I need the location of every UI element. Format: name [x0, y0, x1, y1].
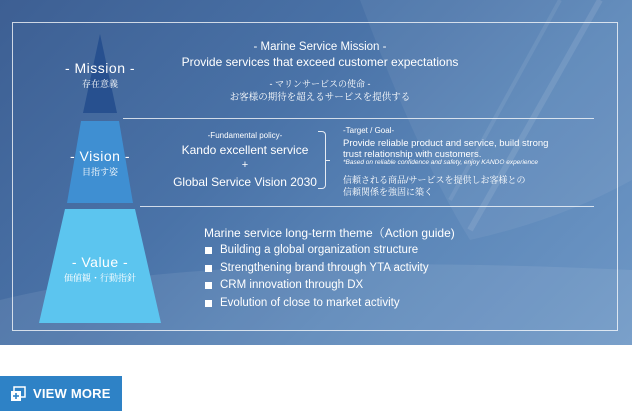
vision-label-jp: 目指す姿 [81, 167, 118, 177]
mission-statement: Provide services that exceed customer expectations [181, 55, 459, 69]
mission-heading: - Marine Service Mission - [253, 41, 387, 53]
target-jp-1: 信頼される商品/サービスを提供しお客様との [343, 175, 526, 185]
vision-tier-label [40, 148, 160, 178]
target-heading: -Target / Goal- [343, 126, 395, 135]
value-tier-label [40, 254, 160, 284]
policy-line-1: Kando excellent service [181, 143, 309, 157]
list-item-text: Building a global organization structure [220, 244, 419, 256]
list-item-text: CRM innovation through DX [220, 279, 364, 291]
target-line-1: Provide reliable product and service, build strong [343, 138, 549, 149]
bullet-icon [205, 300, 212, 307]
mission-statement-jp: お客様の期待を超えるサービスを提供する [229, 92, 411, 103]
bullet-icon [205, 247, 212, 254]
mission-heading-jp: - マリンサービスの使命 - [269, 79, 371, 89]
list-item-text: Evolution of close to market activity [220, 296, 400, 309]
view-more-label: VIEW MORE [33, 386, 111, 401]
value-label-jp: 価値観・行動指針 [63, 273, 136, 283]
bullet-icon [205, 265, 212, 272]
bullet-icon [205, 282, 212, 289]
target-note: *Based on reliable confidence and safety, enjoy KANDO experience [343, 159, 538, 166]
brace-connector [318, 131, 326, 189]
list-item [205, 295, 429, 313]
list-item-text: Strengthening brand through YTA activity [220, 261, 429, 274]
vision-label: - Vision - [70, 148, 130, 164]
divider-vision-value [140, 206, 594, 207]
policy-line-2: Global Service Vision 2030 [173, 175, 317, 189]
value-label: - Value - [71, 254, 129, 270]
plus-window-icon [10, 386, 26, 402]
list-item [205, 242, 429, 260]
value-theme-list [205, 242, 429, 312]
value-theme-title: Marine service long-term theme（Action guide) [204, 226, 455, 240]
policy-heading: -Fundamental policy- [207, 131, 283, 140]
target-line-2: trust relationship with customers. [343, 149, 482, 160]
mission-label-jp: 存在意義 [81, 79, 118, 89]
mission-label: - Mission - [64, 60, 136, 76]
divider-mission-vision [123, 118, 594, 119]
policy-plus: + [241, 159, 249, 171]
list-item [205, 277, 429, 295]
mission-tier-label [40, 60, 160, 90]
list-item [205, 260, 429, 278]
target-jp-2: 信頼関係を強固に築く [343, 187, 434, 197]
view-more-button[interactable] [0, 376, 122, 411]
